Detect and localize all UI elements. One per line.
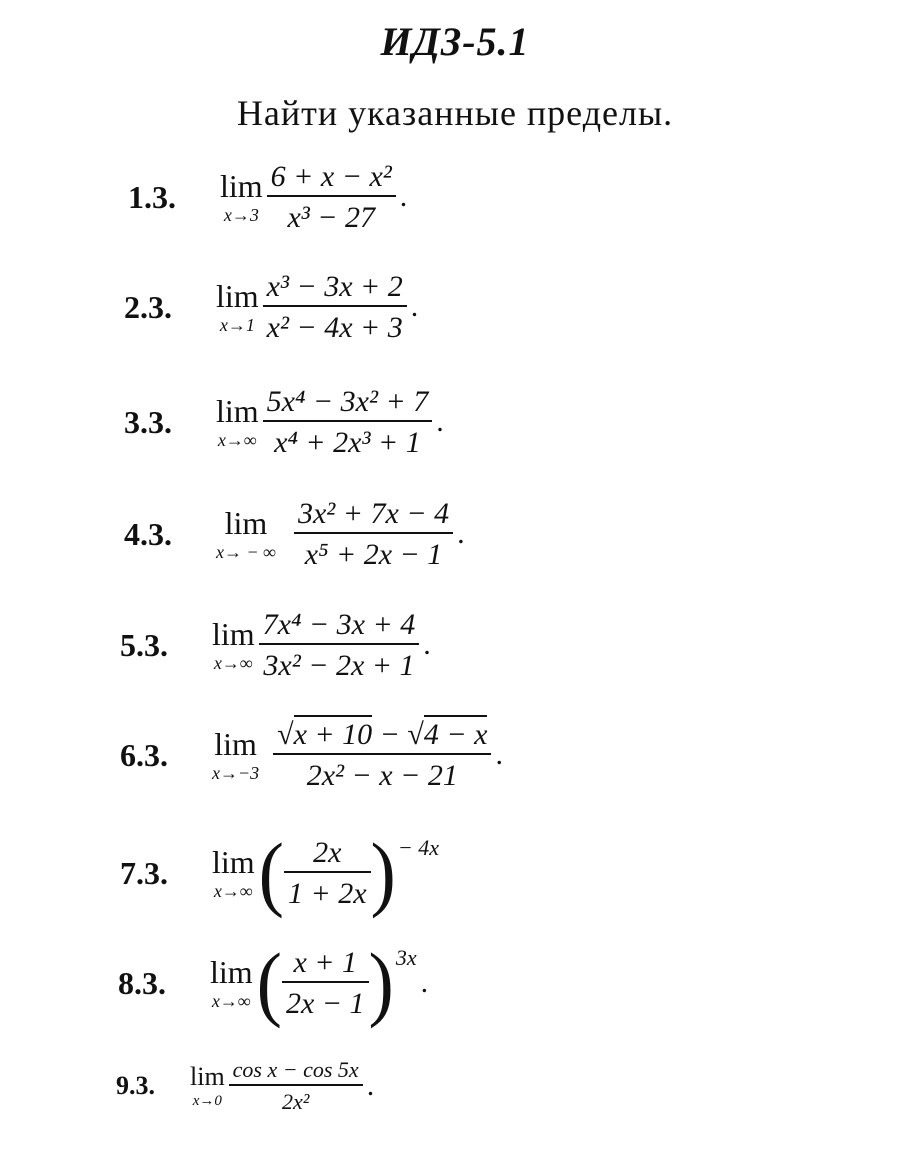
denominator: 1 + 2x — [287, 877, 367, 910]
denominator: x³ − 27 — [287, 201, 376, 234]
problem-number: 6.3. — [120, 736, 168, 773]
numerator: 3x² + 7x − 4 — [297, 497, 450, 530]
denominator: 2x − 1 — [285, 987, 365, 1020]
fraction — [282, 946, 369, 1020]
denominator: x⁵ + 2x − 1 — [304, 538, 443, 571]
limit-operator — [212, 846, 255, 900]
problem-3 — [124, 385, 444, 459]
right-paren: ) — [368, 936, 394, 1030]
lim-word: lim — [212, 616, 255, 652]
limit-subscript: x→∞ — [217, 430, 257, 450]
lim-word: lim — [212, 844, 255, 880]
limit-subscript: x→∞ — [213, 881, 253, 901]
limit-subscript: x→−3 — [212, 763, 260, 783]
fraction — [267, 160, 396, 234]
period: . — [366, 1069, 375, 1103]
problem-number: 4.3. — [124, 515, 172, 552]
fraction — [273, 718, 491, 792]
period: . — [423, 628, 431, 661]
fraction — [294, 497, 453, 571]
lim-word: lim — [224, 505, 268, 541]
lim-word: lim — [216, 393, 259, 429]
fraction — [229, 1058, 363, 1114]
fraction — [284, 836, 371, 910]
limit-operator — [210, 956, 253, 1010]
problem-8 — [118, 936, 429, 1030]
denominator: x² − 4x + 3 — [266, 311, 403, 344]
numerator: 2x — [313, 836, 342, 869]
denominator: 2x² − x − 21 — [306, 759, 458, 792]
limit-operator — [212, 728, 259, 782]
numerator: x + 1 — [293, 946, 358, 979]
numerator: cos x − cos 5x — [232, 1057, 359, 1082]
radicand: x + 10 — [294, 715, 373, 751]
limit-operator — [216, 395, 259, 449]
problem-number: 9.3. — [116, 1071, 155, 1101]
sqrt-icon: √ — [277, 718, 294, 751]
limit-subscript: x→∞ — [211, 991, 251, 1011]
period: . — [436, 405, 444, 438]
radicand: 4 − x — [424, 715, 488, 751]
lim-word: lim — [214, 726, 257, 762]
numerator: x³ − 3x + 2 — [266, 270, 403, 303]
document-title: ИДЗ-5.1 — [380, 19, 530, 64]
limit-operator — [190, 1061, 225, 1109]
exponent: − 4x — [397, 835, 439, 860]
problem-9 — [116, 1058, 374, 1114]
lim-word: lim — [190, 1061, 225, 1091]
numerator: 6 + x − x² — [270, 160, 392, 193]
lim-word: lim — [210, 954, 253, 990]
problem-7 — [120, 826, 439, 920]
fraction — [263, 385, 433, 459]
problem-1 — [128, 160, 407, 234]
lim-word: lim — [220, 168, 263, 204]
problem-2 — [124, 270, 418, 344]
problem-number: 3.3. — [124, 403, 172, 440]
minus-sign: − — [372, 718, 408, 751]
limit-operator — [212, 618, 255, 672]
period: . — [457, 517, 465, 550]
limit-subscript: x→ − ∞ — [216, 542, 276, 562]
limit-subscript: x→0 — [192, 1092, 222, 1109]
problem-number: 1.3. — [128, 178, 176, 215]
fraction — [259, 608, 420, 682]
limit-operator — [216, 507, 276, 561]
numerator: 5x⁴ − 3x² + 7 — [266, 385, 429, 418]
sqrt-icon: √ — [407, 718, 424, 751]
period: . — [410, 290, 419, 323]
denominator: x⁴ + 2x³ + 1 — [274, 426, 421, 459]
problem-number: 5.3. — [120, 626, 168, 663]
left-paren: ( — [258, 826, 284, 920]
right-paren: ) — [370, 826, 396, 920]
fraction — [263, 270, 407, 344]
problem-number: 8.3. — [118, 964, 166, 1001]
denominator: 3x² − 2x + 1 — [263, 649, 415, 682]
exponent: 3x — [395, 945, 417, 970]
limit-operator — [220, 170, 263, 224]
task-instruction: Найти указанные пределы. — [236, 93, 674, 133]
limit-subscript: x→1 — [219, 315, 255, 335]
period: . — [495, 738, 503, 771]
limit-subscript: x→3 — [223, 205, 259, 225]
denominator: 2x² — [282, 1089, 310, 1115]
period: . — [420, 966, 429, 999]
left-paren: ( — [256, 936, 282, 1030]
lim-word: lim — [216, 278, 259, 314]
problem-5 — [120, 608, 431, 682]
limit-subscript: x→∞ — [213, 653, 253, 673]
problem-6 — [120, 718, 503, 792]
problem-4 — [124, 497, 465, 571]
problem-number: 2.3. — [124, 288, 172, 325]
period: . — [399, 180, 408, 213]
limit-operator — [216, 280, 259, 334]
numerator: 7x⁴ − 3x + 4 — [262, 608, 416, 641]
numerator — [273, 718, 491, 753]
problem-number: 7.3. — [120, 854, 168, 891]
